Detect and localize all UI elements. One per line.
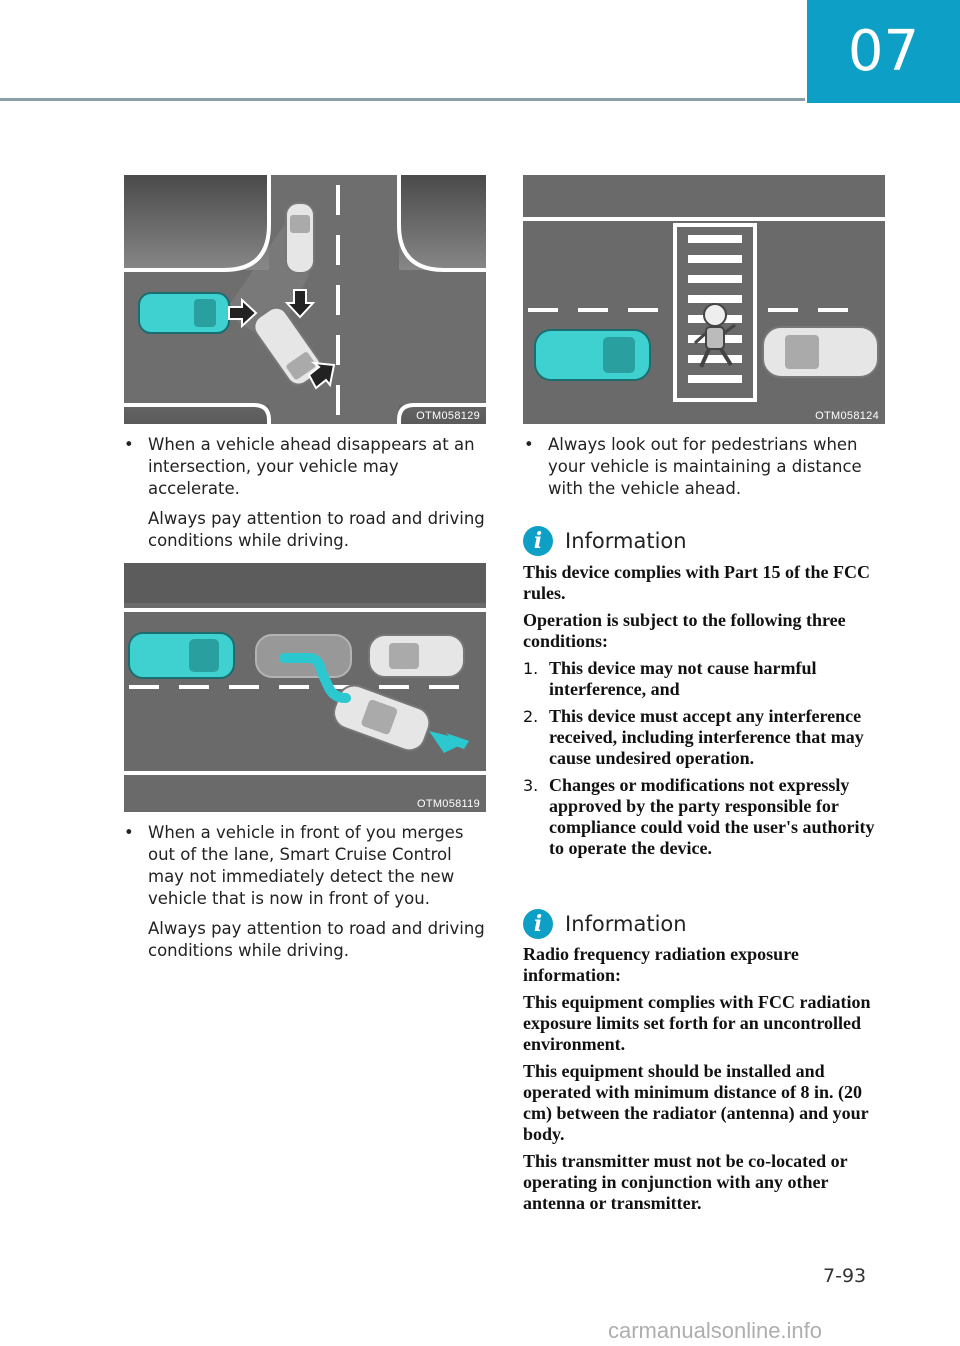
info-header-rf [523, 909, 687, 939]
bullet-intersection [124, 434, 488, 560]
bullet-lane-change [124, 822, 488, 970]
bullet-note: Always pay attention to road and driving conditions while driving. [148, 919, 485, 960]
intersection-illustration [124, 175, 486, 424]
list-text: This device must accept any interference received, including interference that may cause undesired operation. [549, 706, 864, 768]
page-number: 7-93 [823, 1265, 867, 1287]
info-paragraph: Radio frequency radiation exposure information: [523, 944, 799, 985]
list-text: This device may not cause harmful interference, and [549, 658, 817, 699]
info-icon: i [523, 909, 553, 939]
info-paragraph: Operation is subject to the following three conditions: [523, 610, 846, 651]
info-title: Information [565, 529, 687, 553]
list-item [523, 706, 885, 769]
info-body-rf [523, 944, 885, 1220]
bullet-dot: • [524, 435, 534, 454]
bullet-dot: • [124, 435, 134, 454]
info-paragraph: This equipment should be installed and operated with minimum distance of 8 in. (20 cm) between the radiator (antenna) and your body. [523, 1061, 869, 1144]
figure-lane-change [124, 563, 486, 812]
info-title: Information [565, 912, 687, 936]
lane-change-illustration [124, 563, 486, 812]
watermark: carmanualsonline.info [608, 1318, 823, 1343]
list-number: 2. [523, 707, 539, 726]
figure-code: OTM058129 [416, 410, 480, 422]
bullet-note: Always pay attention to road and driving conditions while driving. [148, 509, 485, 550]
info-paragraph: This device complies with Part 15 of the FCC rules. [523, 562, 870, 603]
conditions-list [523, 658, 885, 859]
pedestrian-crossing-illustration [523, 175, 885, 424]
figure-code: OTM058124 [815, 410, 879, 422]
bullet-text: Always look out for pedestrians when your vehicle is maintaining a distance with the vehicle ahead. [548, 435, 862, 498]
info-icon: i [523, 526, 553, 556]
info-header-fcc [523, 526, 687, 556]
list-item [523, 775, 885, 859]
list-number: 1. [523, 659, 539, 678]
bullet-text: When a vehicle ahead disappears at an intersection, your vehicle may accelerate. [148, 435, 475, 498]
header-rule [0, 98, 805, 101]
bullet-pedestrian [524, 434, 888, 508]
info-paragraph: This equipment complies with FCC radiation exposure limits set forth for an uncontrolled environment. [523, 992, 871, 1054]
info-body-fcc [523, 562, 885, 865]
info-paragraph: This transmitter must not be co-located or operating in conjunction with any other antenna or transmitter. [523, 1151, 848, 1213]
figure-code: OTM058119 [416, 798, 480, 810]
bullet-text: When a vehicle in front of you merges out of the lane, Smart Cruise Control may not immediately detect the new vehicle that is now in front of you. [148, 823, 464, 908]
figure-pedestrian [523, 175, 885, 424]
figure-intersection [124, 175, 486, 424]
list-number: 3. [523, 776, 539, 795]
chapter-tab: 07 [807, 0, 960, 103]
bullet-dot: • [124, 823, 134, 842]
list-text: Changes or modifications not expressly approved by the party responsible for compliance could void the user's authority to operate the device. [549, 775, 875, 858]
list-item [523, 658, 885, 700]
